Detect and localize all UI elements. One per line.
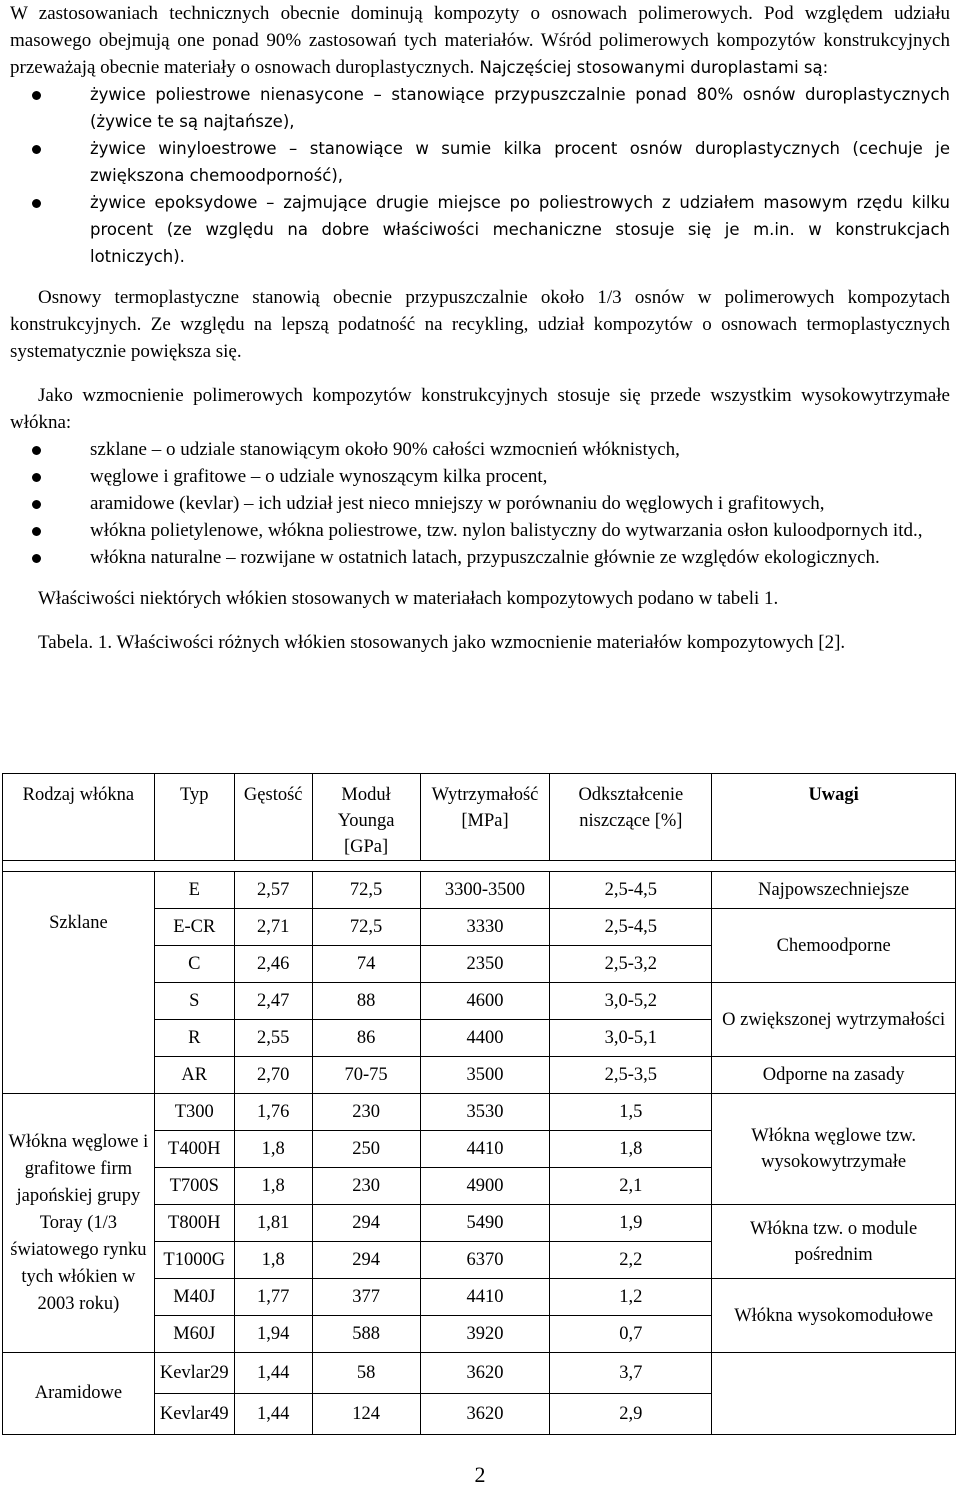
remark-cell: Włókna tzw. o module pośrednim: [712, 1205, 956, 1279]
remark-cell: Odporne na zasady: [712, 1057, 956, 1094]
table-row: Aramidowe Kevlar29 1,44 58 3620 3,7: [3, 1353, 956, 1394]
table-row: S 2,47 88 4600 3,0-5,2 O zwiększonej wytrzymałości: [3, 983, 956, 1020]
column-header: Uwagi: [712, 774, 956, 861]
document-page: [10, 0, 950, 656]
table-row: T400H 1,8 250 4410 1,8: [3, 1131, 956, 1168]
table-row: T700S 1,8 230 4900 2,1: [3, 1168, 956, 1205]
fiber-properties-table: [2, 773, 956, 1435]
table-caption: Tabela. 1. Właściwości różnych włókien stosowanych jako wzmocnienie materiałów kompozytowych [2].: [38, 632, 846, 653]
table-row: C 2,46 74 2350 2,5-3,2: [3, 946, 956, 983]
list-item: aramidowe (kevlar) – ich udział jest nieco mniejszy w porównaniu do węglowych i grafitowych,: [10, 490, 950, 517]
remark-cell: Włókna węglowe tzw. wysokowytrzymałe: [712, 1094, 956, 1205]
remark-cell: Najpowszechniejsze: [712, 872, 956, 909]
list-item: szklane – o udziale stanowiącym około 90% całości wzmocnień włóknistych,: [10, 436, 950, 463]
column-header: Typ: [154, 774, 234, 861]
column-header: Rodzaj włókna: [3, 774, 155, 861]
bullet-icon: [32, 500, 41, 509]
bullet-icon: [32, 554, 41, 563]
column-header: Odkształcenie niszczące [%]: [550, 774, 712, 861]
list-item: żywice poliestrowe nienasycone – stanowiące przypuszczalnie ponad 80% osnów duroplastycznych (żywice te są najtańsze),: [10, 81, 950, 135]
remark-cell: O zwiększonej wytrzymałości: [712, 983, 956, 1057]
remark-cell: Chemoodporne: [712, 909, 956, 983]
bullet-icon: [32, 199, 41, 208]
column-header: Wytrzymałość [MPa]: [420, 774, 550, 861]
bullet-icon: [32, 527, 41, 536]
bullet-icon: [32, 145, 41, 154]
bullet-icon: [32, 91, 41, 100]
table-row: Kevlar49 1,44 124 3620 2,9: [3, 1394, 956, 1435]
fiber-list: [10, 436, 950, 571]
group-aramid: Aramidowe: [3, 1353, 155, 1435]
table-row: Szklane E 2,57 72,5 3300-3500 2,5-4,5 Najpowszechniejsze: [3, 872, 956, 909]
group-carbon: Włókna węglowe i grafitowe firm japońskiej grupy Toray (1/3 światowego rynku tych włókien w 2003 roku): [3, 1094, 155, 1353]
remark-cell: [712, 1353, 956, 1435]
table-row: E-CR 2,71 72,5 3330 2,5-4,5 Chemoodporne: [3, 909, 956, 946]
paragraph-intro-duroplasts: Najczęściej stosowanymi duroplastami są:: [474, 58, 829, 77]
table-row: M40J 1,77 377 4410 1,2 Włókna wysokomodułowe: [3, 1279, 956, 1316]
table-header-row: [3, 774, 956, 861]
table-row: R 2,55 86 4400 3,0-5,1: [3, 1020, 956, 1057]
paragraph-reinforcement: Jako wzmocnienie polimerowych kompozytów konstrukcyjnych stosuje się przede wszystkim wysokowytrzymałe włókna:: [10, 385, 950, 433]
paragraph-thermoplastics: Osnowy termoplastyczne stanowią obecnie przypuszczalnie około 1/3 osnów w polimerowych kompozytach konstrukcyjnych. Ze względu na lepszą podatność na recykling, udział kompozytów o osnowach termoplastycznych systematycznie powiększa się.: [10, 287, 950, 362]
paragraph-intro: [10, 0, 950, 81]
column-header: Gęstość: [234, 774, 312, 861]
table-row: T1000G 1,8 294 6370 2,2: [3, 1242, 956, 1279]
page-number: 2: [474, 1462, 486, 1487]
table-row: M60J 1,94 588 3920 0,7: [3, 1316, 956, 1353]
table-row: T800H 1,81 294 5490 1,9 Włókna tzw. o module pośrednim: [3, 1205, 956, 1242]
remark-cell: Włókna wysokomodułowe: [712, 1279, 956, 1353]
bullet-icon: [32, 473, 41, 482]
list-item: żywice winyloestrowe – stanowiące w sumie kilka procent osnów duroplastycznych (cechuje je zwiększona chemoodporność),: [10, 135, 950, 189]
list-item: żywice epoksydowe – zajmujące drugie miejsce po poliestrowych z udziałem masowym rzędu kilku procent (ze względu na dobre właściwości mechaniczne stosuje się je m.in. w konstrukcjach lotniczych).: [10, 189, 950, 270]
column-header: Moduł Younga [GPa]: [312, 774, 420, 861]
paragraph-table-reference: Właściwości niektórych włókien stosowanych w materiałach kompozytowych podano w tabeli 1.: [38, 588, 779, 609]
table-row: AR 2,70 70-75 3500 2,5-3,5 Odporne na zasady: [3, 1057, 956, 1094]
list-item: włókna polietylenowe, włókna poliestrowe, tzw. nylon balistyczny do wytwarzania osłon kuloodpornych itd.,: [10, 517, 950, 544]
list-item: włókna naturalne – rozwijane w ostatnich latach, przypuszczalnie głównie ze względów ekologicznych.: [10, 544, 950, 571]
paragraph-intro-text: W zastosowaniach technicznych obecnie dominują kompozyty o osnowach polimerowych. Pod względem udziału masowego obejmują one ponad 90% zastosowań tych materiałów. Wśród polimerowych kompozytów konstrukcyjnych przeważają obecnie materiały o osnowach duroplastycznych.: [10, 3, 950, 78]
group-glass: Szklane: [3, 872, 155, 1094]
resin-list: [10, 81, 950, 270]
list-item: węglowe i grafitowe – o udziale wynoszącym kilka procent,: [10, 463, 950, 490]
table-row: Włókna węglowe i grafitowe firm japońskiej grupy Toray (1/3 światowego rynku tych włókien w 2003 roku) T300 1,76 230 3530 1,5 Włókna węglowe tzw. wysokowytrzymałe: [3, 1094, 956, 1131]
bullet-icon: [32, 446, 41, 455]
